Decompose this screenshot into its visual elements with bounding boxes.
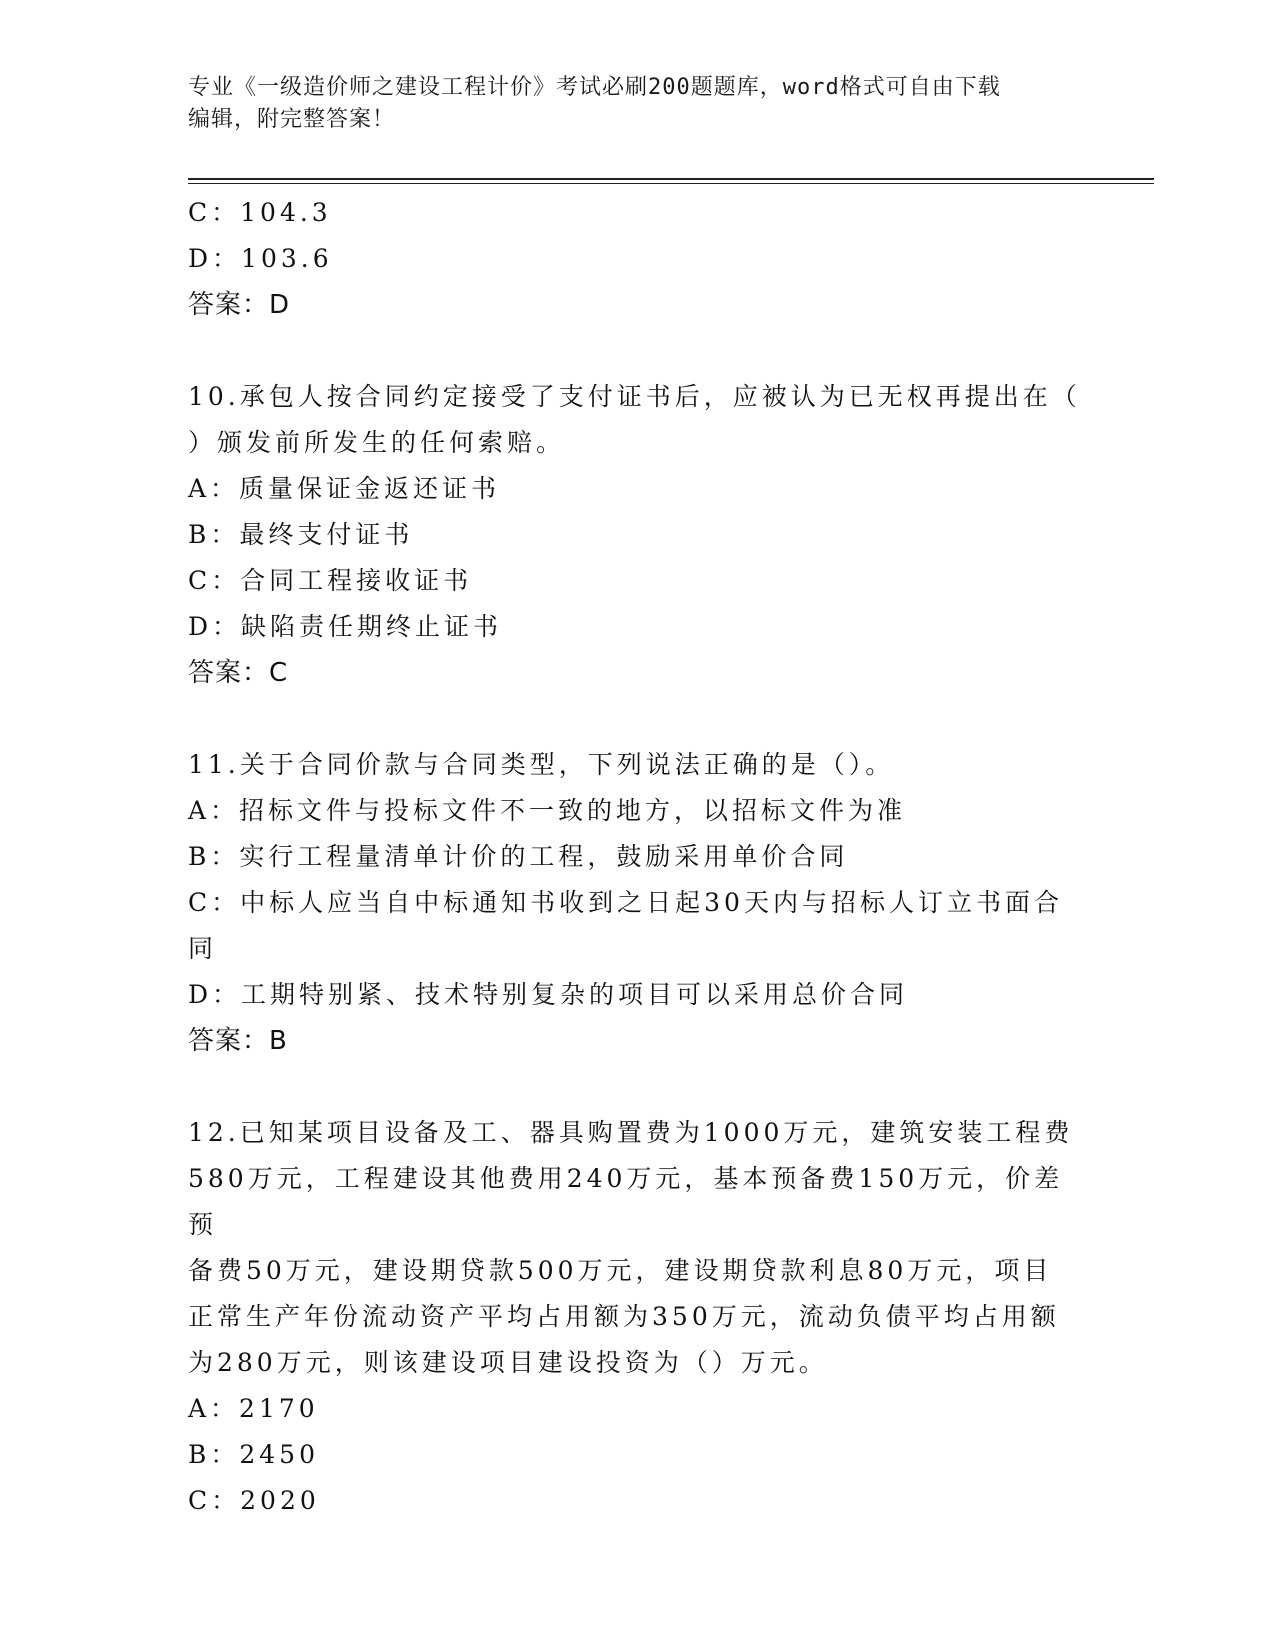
option-b: B：实行工程量清单计价的工程，鼓励采用单价合同 xyxy=(188,842,849,871)
document-header xyxy=(188,72,1088,136)
question-text: 10.承包人按合同约定接受了支付证书后，应被认为已无权再提出在（ xyxy=(188,382,1081,411)
option-c: C：104.3 xyxy=(188,198,332,227)
question-text: 12.已知某项目设备及工、器具购置费为1000万元，建筑安装工程费 xyxy=(188,1118,1074,1147)
spacer xyxy=(188,696,1088,742)
question-11 xyxy=(188,742,1088,1064)
header-divider-thin xyxy=(188,183,1154,184)
option-c-cont: 同 xyxy=(188,934,218,963)
question-text: 11.关于合同价款与合同类型，下列说法正确的是（）。 xyxy=(188,750,895,779)
option-c: C：合同工程接收证书 xyxy=(188,566,473,595)
option-d: D：103.6 xyxy=(188,244,333,273)
option-d: D：缺陷责任期终止证书 xyxy=(188,612,503,641)
option-d: D：工期特别紧、技术特别复杂的项目可以采用总价合同 xyxy=(188,980,909,1009)
question-text-cont: 为280万元，则该建设项目建设投资为（）万元。 xyxy=(188,1348,828,1377)
question-10 xyxy=(188,374,1088,696)
option-a: A：质量保证金返还证书 xyxy=(188,474,501,503)
spacer xyxy=(188,1064,1088,1110)
option-a: A：招标文件与投标文件不一致的地方，以招标文件为准 xyxy=(188,796,907,825)
header-line-1: 专业《一级造价师之建设工程计价》考试必刷200题题库，word格式可自由下载 xyxy=(188,75,1001,100)
answer: 答案：B xyxy=(188,1026,288,1056)
option-b: B：最终支付证书 xyxy=(188,520,414,549)
option-c: C：2020 xyxy=(188,1486,320,1515)
option-c: C：中标人应当自中标通知书收到之日起30天内与招标人订立书面合 xyxy=(188,888,1063,917)
question-text-cont: 备费50万元，建设期贷款500万元，建设期贷款利息80万元，项目 xyxy=(188,1256,1053,1285)
question-12 xyxy=(188,1110,1088,1524)
document-body xyxy=(188,190,1088,1524)
option-b: B：2450 xyxy=(188,1440,319,1469)
question-text-cont: 580万元，工程建设其他费用240万元，基本预备费150万元，价差预 xyxy=(188,1164,1064,1239)
question-text-cont: ）颁发前所发生的任何索赔。 xyxy=(188,428,566,457)
question-9-tail xyxy=(188,190,1088,328)
header-divider xyxy=(188,178,1154,180)
answer: 答案：C xyxy=(188,658,289,688)
question-text-cont: 正常生产年份流动资产平均占用额为350万元，流动负债平均占用额 xyxy=(188,1302,1060,1331)
option-a: A：2170 xyxy=(188,1394,319,1423)
answer: 答案：D xyxy=(188,290,291,320)
header-line-2: 编辑，附完整答案！ xyxy=(188,107,396,132)
spacer xyxy=(188,328,1088,374)
